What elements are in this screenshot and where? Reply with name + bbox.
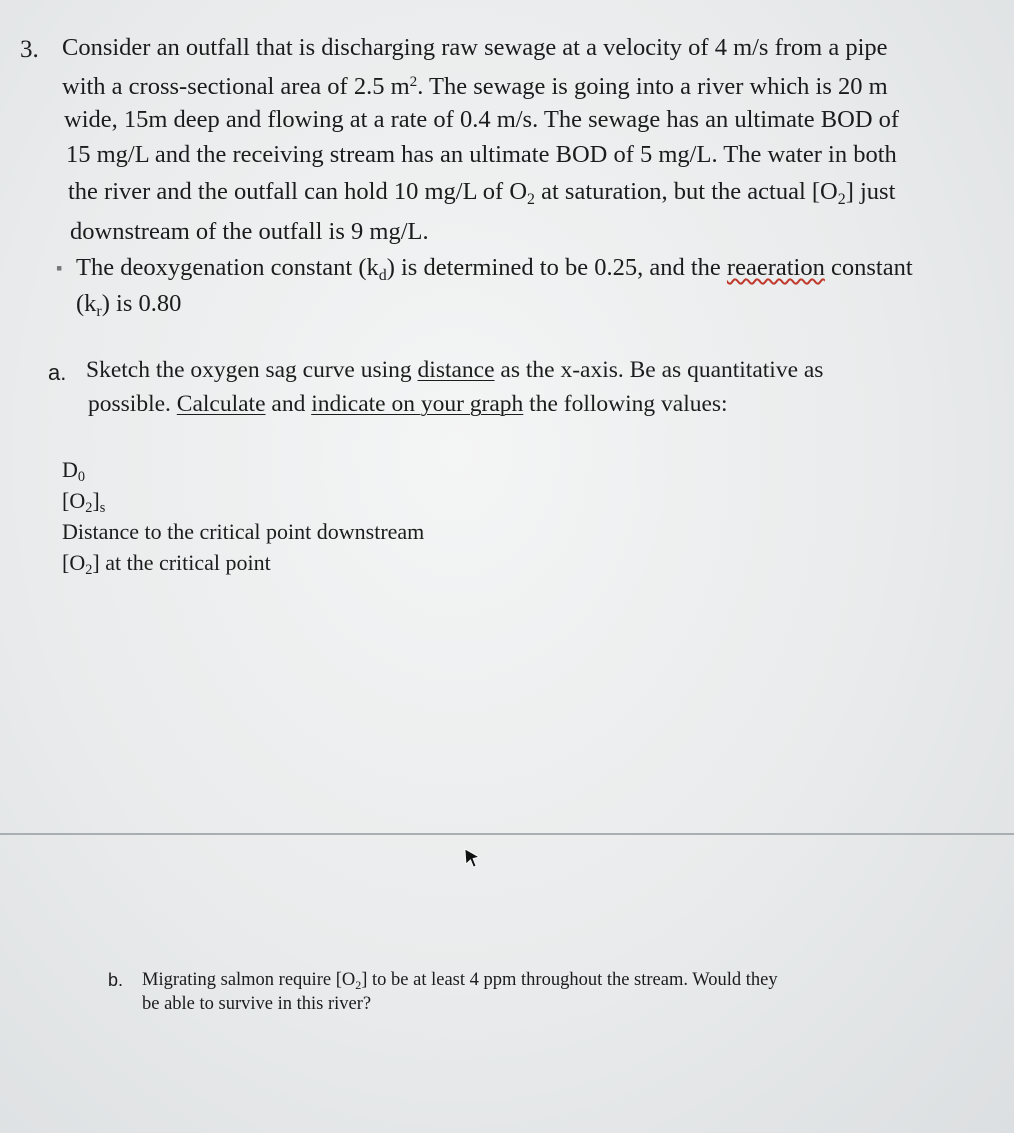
q-line2-post: . The sewage is going into a river which is 20 m <box>417 73 888 100</box>
a-line1-a: Sketch the oxygen sag curve using <box>86 357 418 383</box>
page-divider <box>0 833 1014 835</box>
q-line5-a: the river and the outfall can hold 10 mg/L of O <box>68 178 528 205</box>
q-line8-a: (k <box>76 290 97 317</box>
q-line2-pre: with a cross-sectional area of 2.5 m <box>62 73 410 100</box>
item-main: [O <box>62 550 86 575</box>
part-b-label: b. <box>108 970 124 990</box>
q-line2-sup: 2 <box>409 73 418 91</box>
q-line5-sub1: 2 <box>527 190 535 208</box>
q-line8-sub: r <box>96 302 102 320</box>
q-line5-b: at saturation, but the actual [O <box>534 178 838 205</box>
list-item-d0 <box>62 457 86 486</box>
b-line1-sub: 2 <box>355 977 362 992</box>
a-line1-underlined: distance <box>417 357 495 383</box>
question-text-line-1: Consider an outfall that is discharging raw sewage at a velocity of 4 m/s from a pipe <box>62 34 888 61</box>
mouse-pointer-icon <box>463 847 483 871</box>
item-sub: 2 <box>85 500 93 517</box>
item-sub: 2 <box>85 562 93 579</box>
question-number: 3. <box>20 36 39 63</box>
a-line2-b: and <box>265 391 312 417</box>
item-tail: ] at the critical point <box>92 550 271 575</box>
item-main: D <box>62 457 78 482</box>
question-text-line-6: downstream of the outfall is 9 mg/L. <box>70 218 429 245</box>
a-line2-underlined-2: indicate on your graph <box>311 391 524 417</box>
q-line7-c: constant <box>824 254 913 281</box>
question-text-line-2 <box>62 75 888 100</box>
list-item-o2-saturation <box>62 488 106 517</box>
item-main: [O <box>62 488 86 513</box>
item-tail-sub: s <box>99 500 106 517</box>
part-a-line-1 <box>86 357 823 384</box>
list-item-o2-critical <box>62 550 271 579</box>
item-sub: 0 <box>77 469 86 486</box>
a-line1-b: as the x-axis. Be as quantitative as <box>494 357 824 383</box>
part-a-label: a. <box>48 360 67 385</box>
bullet-dot-icon: ▪ <box>56 258 63 278</box>
a-line2-a: possible. <box>88 391 177 417</box>
q-line7-b: ) is determined to be 0.25, and the <box>386 254 727 281</box>
item-tail: ] <box>92 488 100 513</box>
part-a-line-2 <box>88 391 728 418</box>
question-text-line-7 <box>76 254 913 284</box>
a-line2-underlined-1: Calculate <box>176 391 266 417</box>
question-text-line-4: 15 mg/L and the receiving stream has an ultimate BOD of 5 mg/L. The water in both <box>66 141 897 168</box>
part-b-line-1 <box>142 970 778 991</box>
b-line1-b: ] to be at least 4 ppm throughout the stream. Would they <box>361 970 778 990</box>
a-line2-c: the following values: <box>523 391 728 417</box>
q-line7-sub: d <box>378 266 387 284</box>
q-line7-a: The deoxygenation constant (k <box>76 254 379 281</box>
q-line8-b: ) is 0.80 <box>101 290 182 317</box>
q-line5-c: ] just <box>845 178 896 205</box>
q-line7-spellcheck-word: reaeration <box>726 254 825 281</box>
question-text-line-5 <box>68 178 896 208</box>
q-line5-sub2: 2 <box>837 190 846 208</box>
list-item-critical-distance: Distance to the critical point downstream <box>62 519 425 544</box>
part-b-line-2: be able to survive in this river? <box>142 994 372 1014</box>
question-text-line-3: wide, 15m deep and flowing at a rate of 0.4 m/s. The sewage has an ultimate BOD of <box>64 106 900 133</box>
b-line1-a: Migrating salmon require [O <box>142 970 356 990</box>
question-text-line-8 <box>76 290 182 320</box>
